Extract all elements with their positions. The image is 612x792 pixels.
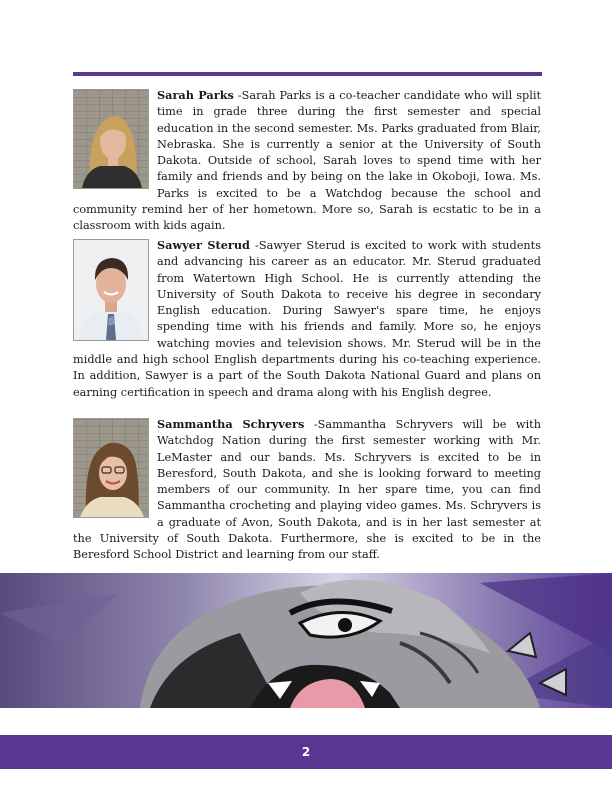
portrait-photo xyxy=(73,239,149,341)
portrait-photo xyxy=(73,89,149,189)
bio-name: Sarah Parks xyxy=(157,88,234,102)
top-divider xyxy=(73,72,542,76)
bio-text: -Sammantha Schryvers will be with Watchdog Nation during the first semester working with Mr. LeMaster and our bands. Ms. Schryvers is excited to be in Beresford, South Dakota, and she is looking forward to meeting members of our community. In her spare time, you can find Sammantha crocheting and playing video games. Ms. Schryvers is a graduate of Avon, South Dakota, and is in her last semester at the University of South Dakota. Furthermore, she is excited to be in the Beresford School District and learning from our staff. xyxy=(73,418,541,562)
bio-name: Sawyer Sterud xyxy=(157,238,250,252)
page-footer xyxy=(0,735,612,769)
page-number: 2 xyxy=(301,745,311,759)
bio-text: -Sawyer Sterud is excited to work with students and advancing his career as an educator. Mr. Sterud graduated from Watertown High School. He is currently attending the University of South Dakota to receive his degree in secondary English education. During Sawyer's spare time, he enjoys spending time with his friends and family. More so, he enjoys watching movies and television shows. Mr. Sterud will be in the middle and high school English departments during his co-teaching experience. In addition, Sawyer is a part of the South Dakota National Guard and plans on earning certification in speech and drama along with his English degree. xyxy=(73,239,541,399)
portrait-photo xyxy=(73,418,149,518)
bio-sarah-parks xyxy=(73,87,541,235)
bio-sammantha-schryvers xyxy=(73,416,541,564)
bulldog-mascot-banner xyxy=(0,573,612,708)
bio-sawyer-sterud xyxy=(73,237,541,401)
bio-name: Sammantha Schryvers xyxy=(157,417,305,431)
bio-text: -Sarah Parks is a co-teacher candidate who will split time in grade three during the first semester and special education in the second semester. Ms. Parks graduated from Blair, Nebraska. She is currently a senior at the University of South Dakota. Outside of school, Sarah loves to spend time with her family and friends and by being on the lake in Okoboji, Iowa. Ms. Parks is excited to be a Watchdog because the school and community remind her of her hometown. More so, Sarah is ecstatic to be in a classroom with kids again. xyxy=(73,89,541,233)
